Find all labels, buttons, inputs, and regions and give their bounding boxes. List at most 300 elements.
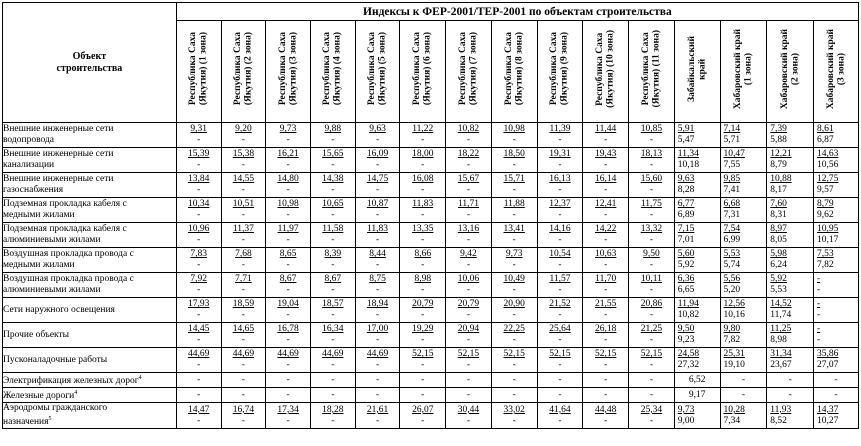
index-value: 14,16 <box>549 224 571 234</box>
index-value: - <box>817 274 821 284</box>
index-value: 11,75 <box>640 199 662 209</box>
index-cell <box>446 323 492 348</box>
index-cell <box>266 403 311 429</box>
index-cell <box>491 148 537 173</box>
row-label <box>3 373 177 388</box>
index-cell <box>583 323 629 348</box>
index-value: 7,39 <box>770 124 787 134</box>
index-value-secondary: - <box>466 160 471 170</box>
index-value: 19,31 <box>549 149 571 159</box>
index-cell <box>767 323 814 348</box>
index-value-secondary: - <box>241 335 245 345</box>
index-value: 18,57 <box>322 299 344 309</box>
index-table <box>2 2 859 429</box>
index-value: 19,04 <box>277 299 299 309</box>
row-label <box>3 248 177 273</box>
row-label <box>3 223 177 248</box>
index-value: 21,55 <box>595 299 617 309</box>
index-cell <box>767 298 814 323</box>
index-value-secondary: - <box>375 310 380 320</box>
index-cell <box>400 123 446 148</box>
index-cell <box>221 123 266 148</box>
index-value-secondary: - <box>421 415 425 426</box>
index-value: 35,86 <box>817 349 839 359</box>
region-column-label: Республика Саха (Якутия) (2 зона) <box>232 32 254 106</box>
index-value-secondary: - <box>421 310 425 320</box>
region-column-label: Республика Саха (Якутия) (4 зона) <box>322 32 343 106</box>
index-value: 5,98 <box>770 249 787 259</box>
index-value: 16,13 <box>549 174 571 184</box>
index-value: 12,56 <box>723 299 745 309</box>
index-cell <box>491 173 537 198</box>
index-value: 11,37 <box>232 224 254 234</box>
index-cell <box>310 273 355 298</box>
region-column-label: Республика Саха (Якутия) (10 зона) <box>595 30 616 108</box>
index-value-secondary: 9,57 <box>817 185 834 195</box>
index-value-secondary: - <box>197 210 201 220</box>
index-value: 11,83 <box>367 224 389 234</box>
index-value: 12,37 <box>549 199 571 209</box>
index-value-secondary: - <box>286 185 290 195</box>
index-value: 10,34 <box>187 199 210 209</box>
index-cell <box>446 388 492 403</box>
index-value: - <box>649 389 654 400</box>
index-cell <box>446 248 492 273</box>
index-value: 18,22 <box>457 149 480 159</box>
index-value-secondary: - <box>375 360 380 370</box>
index-cell <box>446 173 492 198</box>
table-row <box>3 348 859 373</box>
index-value-secondary: 10,27 <box>817 415 839 426</box>
index-value: 16,08 <box>412 174 434 184</box>
index-value-secondary: - <box>241 310 245 320</box>
index-value: 16,34 <box>322 324 344 334</box>
index-value: 12,21 <box>770 149 792 159</box>
index-value-secondary: - <box>286 310 290 320</box>
index-cell <box>355 148 400 173</box>
index-value-secondary: - <box>197 360 201 370</box>
index-cell <box>491 323 537 348</box>
index-cell <box>537 298 583 323</box>
index-value: - <box>375 389 380 400</box>
table-row <box>3 223 859 248</box>
row-label <box>3 198 177 223</box>
index-value: 14,75 <box>366 174 389 184</box>
index-value-secondary: - <box>286 160 290 170</box>
footnote-marker: 4 <box>74 390 78 397</box>
index-value: 10,87 <box>366 199 389 209</box>
index-value: 16,78 <box>277 324 299 334</box>
index-value: 7,15 <box>677 224 695 234</box>
index-value-secondary: - <box>331 285 335 295</box>
row-label-text: Электрификация железных дорог <box>3 376 139 387</box>
index-value: 15,67 <box>457 174 480 184</box>
index-cell <box>491 298 537 323</box>
index-value-secondary: - <box>241 415 245 426</box>
region-column-header <box>767 21 814 123</box>
index-cell <box>814 273 859 298</box>
object-column-label: Объект строительства <box>56 50 123 74</box>
index-value-secondary: - <box>197 415 201 426</box>
index-cell <box>814 198 859 223</box>
region-column-label: Республика Саха (Якутия) (8 зона) <box>503 32 525 106</box>
index-cell <box>310 373 355 388</box>
index-value-secondary: - <box>649 415 654 426</box>
index-value: 10,54 <box>549 249 571 259</box>
index-cell <box>583 148 629 173</box>
index-value: 20,79 <box>412 299 434 309</box>
region-column-label: Республика Саха (Якутия) (7 зона) <box>457 32 479 106</box>
index-value: 18,28 <box>322 404 344 415</box>
index-cell <box>674 298 720 323</box>
index-cell <box>355 348 400 373</box>
index-value: 8,44 <box>369 249 386 259</box>
index-value-secondary: - <box>512 415 516 426</box>
index-cell <box>674 198 720 223</box>
region-column-header <box>720 21 767 123</box>
index-value: 11,39 <box>549 124 571 134</box>
index-value-secondary: - <box>375 415 380 426</box>
index-value-secondary: - <box>649 160 654 170</box>
index-cell <box>400 173 446 198</box>
index-value: 6,68 <box>723 199 741 209</box>
region-column-header <box>266 21 311 123</box>
index-cell <box>310 123 355 148</box>
index-value-secondary: - <box>466 210 471 220</box>
index-value: 10,11 <box>640 274 662 284</box>
index-value-secondary: - <box>649 210 654 220</box>
index-value-secondary: 5,92 <box>677 260 695 270</box>
index-cell <box>221 348 266 373</box>
index-cell <box>491 273 537 298</box>
index-value: 15,38 <box>232 149 255 159</box>
index-value: 44,48 <box>595 404 617 415</box>
index-value-secondary: - <box>604 360 608 370</box>
table-row <box>3 198 859 223</box>
index-value: 6,36 <box>677 274 695 284</box>
index-value-secondary: - <box>512 360 516 370</box>
index-value: 9,17 <box>688 389 706 400</box>
index-cell <box>221 373 266 388</box>
index-value: 22,25 <box>503 324 525 334</box>
index-value-secondary: - <box>197 160 201 170</box>
index-value-secondary: - <box>197 235 201 245</box>
index-cell <box>446 298 492 323</box>
index-value-secondary: - <box>421 285 425 295</box>
index-value: 44,69 <box>277 349 299 359</box>
index-value: 25,64 <box>549 324 571 334</box>
index-cell <box>176 298 221 323</box>
index-value: 8,65 <box>279 249 297 259</box>
index-value: 10,98 <box>277 199 299 209</box>
index-cell <box>355 388 400 403</box>
index-cell <box>629 373 675 388</box>
index-value: 5,53 <box>723 249 741 259</box>
index-value-secondary: - <box>512 160 516 170</box>
index-value: 17,93 <box>187 299 210 309</box>
index-cell <box>221 248 266 273</box>
index-value-secondary: - <box>558 360 562 370</box>
index-value: 30,44 <box>457 404 480 415</box>
footnote-marker: 5 <box>48 416 52 423</box>
index-value-secondary: - <box>604 310 608 320</box>
index-cell <box>674 173 720 198</box>
index-value-secondary: 7,82 <box>723 335 741 345</box>
index-value-secondary: 8,28 <box>677 185 695 195</box>
index-value: 41,64 <box>549 404 571 415</box>
index-value: 7,92 <box>190 274 207 284</box>
index-cell <box>674 323 720 348</box>
index-value: 5,60 <box>677 249 695 259</box>
index-value-secondary: - <box>331 235 335 245</box>
index-cell <box>310 223 355 248</box>
index-value: 10,95 <box>817 224 839 234</box>
index-cell <box>355 223 400 248</box>
index-value: - <box>558 389 562 400</box>
index-value-secondary: 27,32 <box>677 360 700 370</box>
index-value: 6,52 <box>688 374 706 385</box>
index-cell <box>221 323 266 348</box>
index-value-secondary: - <box>286 260 290 270</box>
index-value: 19,29 <box>412 324 434 334</box>
index-value: 11,22 <box>412 124 434 134</box>
index-cell <box>355 403 400 429</box>
index-cell <box>629 148 675 173</box>
index-cell <box>720 273 767 298</box>
index-value: - <box>649 374 654 385</box>
index-cell <box>720 323 767 348</box>
index-value: 13,35 <box>412 224 434 234</box>
index-value: 9,63 <box>677 174 695 184</box>
index-value-secondary: - <box>375 335 380 345</box>
index-cell <box>767 148 814 173</box>
index-value-secondary: - <box>817 335 821 345</box>
row-label-text: Железные дороги <box>3 391 75 402</box>
index-value-secondary: - <box>331 310 335 320</box>
index-value: 21,61 <box>366 404 389 415</box>
row-label-text: Внешние инженерные сети канализации <box>3 149 114 170</box>
index-value-secondary: - <box>241 235 245 245</box>
region-column-label: Республика Саха (Якутия) (1 зона) <box>188 32 209 106</box>
index-value-secondary: - <box>649 310 654 320</box>
row-label-text: Воздушная прокладка провода с медными жилами <box>3 249 134 270</box>
row-label-text: Подземная прокладка кабеля с медными жилами <box>3 199 127 220</box>
index-value-secondary: 10,82 <box>677 310 700 320</box>
index-cell <box>355 248 400 273</box>
index-value: 9,73 <box>677 404 695 415</box>
index-value-secondary: - <box>197 185 201 195</box>
index-value: 9,31 <box>190 124 207 134</box>
index-value: 11,88 <box>503 199 525 209</box>
index-cell <box>583 403 629 429</box>
index-value: 10,28 <box>723 404 745 415</box>
index-value: 14,65 <box>232 324 255 334</box>
index-value-secondary: - <box>558 335 562 345</box>
index-cell <box>266 273 311 298</box>
region-column-header <box>491 21 537 123</box>
index-value: 15,71 <box>503 174 525 184</box>
index-cell <box>720 388 767 403</box>
index-cell <box>583 388 629 403</box>
index-value: 52,15 <box>640 349 663 359</box>
index-value-secondary: - <box>558 160 562 170</box>
index-value-secondary: 7,01 <box>677 235 695 245</box>
index-cell <box>629 173 675 198</box>
index-cell <box>310 388 355 403</box>
index-value-secondary: - <box>649 285 654 295</box>
index-value: - <box>834 374 838 385</box>
index-value-secondary: - <box>512 260 516 270</box>
index-value: 13,84 <box>187 174 210 184</box>
index-value-secondary: - <box>331 415 335 426</box>
index-cell <box>400 273 446 298</box>
row-label <box>3 348 177 373</box>
index-value-secondary: - <box>421 360 425 370</box>
table-row <box>3 298 859 323</box>
table-row <box>3 273 859 298</box>
index-value-secondary: - <box>558 210 562 220</box>
index-cell <box>814 173 859 198</box>
index-value-secondary: - <box>604 235 608 245</box>
index-cell <box>266 298 311 323</box>
index-cell <box>176 348 221 373</box>
index-cell <box>266 173 311 198</box>
index-cell <box>176 198 221 223</box>
index-value: 11,44 <box>595 124 617 134</box>
index-value-secondary: - <box>241 360 245 370</box>
table-row <box>3 123 859 148</box>
table-body <box>3 123 859 429</box>
index-value-secondary: 8,98 <box>770 335 787 345</box>
index-value: - <box>331 389 335 400</box>
row-label <box>3 323 177 348</box>
index-cell <box>491 373 537 388</box>
index-cell <box>583 173 629 198</box>
index-value-secondary: - <box>817 310 821 320</box>
index-value: 52,15 <box>457 349 480 359</box>
index-value: - <box>512 389 516 400</box>
index-value: 10,51 <box>232 199 255 209</box>
index-value: 10,82 <box>457 124 480 134</box>
index-cell <box>446 373 492 388</box>
index-value-secondary: - <box>466 235 471 245</box>
index-value: 26,07 <box>412 404 434 415</box>
index-cell <box>629 273 675 298</box>
region-column-header <box>446 21 492 123</box>
index-cell <box>176 373 221 388</box>
index-value-secondary: - <box>375 235 380 245</box>
index-value-secondary: 5,88 <box>770 135 787 145</box>
table-row <box>3 173 859 198</box>
index-value-secondary: - <box>466 360 471 370</box>
index-value-secondary: 8,52 <box>770 415 787 426</box>
index-value: 24,58 <box>677 349 700 359</box>
index-value: 19,43 <box>595 149 617 159</box>
index-cell <box>400 248 446 273</box>
index-cell <box>537 223 583 248</box>
index-cell <box>221 273 266 298</box>
index-value: - <box>241 374 245 385</box>
index-value: 7,68 <box>235 249 252 259</box>
index-value: 26,18 <box>595 324 617 334</box>
index-value: - <box>466 374 471 385</box>
index-cell <box>176 388 221 403</box>
index-value-secondary: 5,20 <box>723 285 741 295</box>
index-value: 33,02 <box>503 404 525 415</box>
index-value: 8,66 <box>414 249 432 259</box>
index-cell <box>355 198 400 223</box>
index-cell <box>446 273 492 298</box>
index-cell <box>491 223 537 248</box>
index-cell <box>583 248 629 273</box>
index-value: 8,75 <box>369 274 386 284</box>
index-value: 13,32 <box>640 224 663 234</box>
index-value-secondary: 6,99 <box>723 235 741 245</box>
index-value-secondary: - <box>649 235 654 245</box>
table-row <box>3 323 859 348</box>
index-value: - <box>241 389 245 400</box>
index-cell <box>221 173 266 198</box>
index-value-secondary: - <box>649 260 654 270</box>
index-value: 10,85 <box>640 124 663 134</box>
index-cell <box>310 173 355 198</box>
index-value: - <box>834 389 838 400</box>
index-value-secondary: - <box>421 185 425 195</box>
index-cell <box>814 223 859 248</box>
index-cell <box>583 348 629 373</box>
index-value-secondary: 7,41 <box>723 185 741 195</box>
index-value: 9,73 <box>279 124 297 134</box>
index-value-secondary: - <box>241 260 245 270</box>
row-label-text: Прочие объекты <box>3 329 70 340</box>
index-cell <box>814 403 859 429</box>
row-label-text: Воздушная прокладка провода с алюминиевыми жилами <box>3 274 134 295</box>
region-column-header <box>310 21 355 123</box>
index-cell <box>767 388 814 403</box>
index-value-secondary: 10,17 <box>817 235 839 245</box>
index-value: 18,00 <box>412 149 434 159</box>
index-value: 16,09 <box>366 149 389 159</box>
index-value-secondary: - <box>241 135 245 145</box>
index-cell <box>767 173 814 198</box>
index-cell <box>720 148 767 173</box>
region-column-header <box>537 21 583 123</box>
index-value-secondary: - <box>558 310 562 320</box>
table-row <box>3 388 859 403</box>
index-cell <box>400 403 446 429</box>
index-value: 52,15 <box>503 349 525 359</box>
index-cell <box>583 123 629 148</box>
index-value: 7,60 <box>770 199 787 209</box>
index-value-secondary: - <box>512 235 516 245</box>
index-value-secondary: 9,62 <box>817 210 834 220</box>
index-cell <box>720 223 767 248</box>
index-value-secondary: 9,23 <box>677 335 695 345</box>
index-cell <box>266 148 311 173</box>
index-value-secondary: - <box>421 160 425 170</box>
index-value: 52,15 <box>549 349 571 359</box>
index-value: - <box>741 389 745 400</box>
index-value-secondary: - <box>817 285 821 295</box>
region-column-label: Республика Саха (Якутия) (11 зона) <box>640 30 662 108</box>
index-cell <box>720 373 767 388</box>
index-cell <box>176 123 221 148</box>
index-value-secondary: - <box>512 185 516 195</box>
index-value: 8,97 <box>770 224 787 234</box>
index-value-secondary: - <box>331 135 335 145</box>
index-value-secondary: - <box>466 310 471 320</box>
index-value: 31,34 <box>770 349 792 359</box>
